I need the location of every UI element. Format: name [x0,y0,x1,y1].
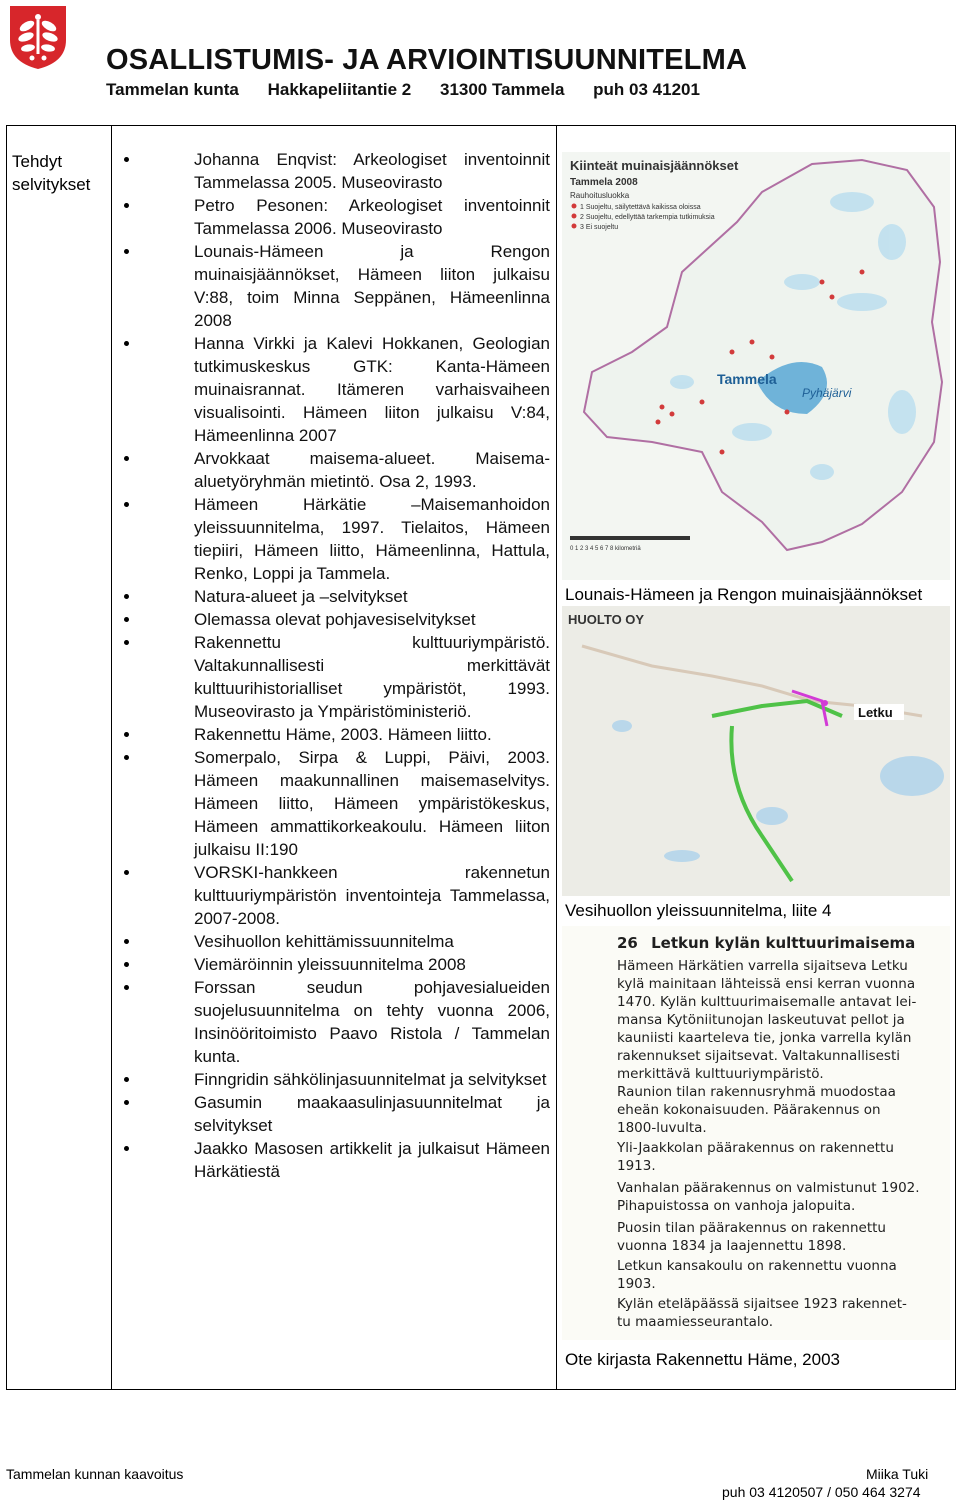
list-item: Vesihuollon kehittämissuunnitelma [120,930,550,953]
list-item: Hanna Virkki ja Kalevi Hokkanen, Geologian tutkimuskeskus GTK: Kanta-Hämeen muinaisrannat. Itämeren varhaisvaiheen visualisointi. Hämeen liiton julkaisu V:84, Hämeenlinna 2007 [120,332,550,447]
list-item: Rakennettu Häme, 2003. Hämeen liitto. [120,723,550,746]
excerpt-heading: Letkun kylän kulttuurimaisema [651,934,916,952]
book-excerpt [562,926,950,1340]
excerpt-line: Puosin tilan päärakennus on rakennettu [617,1220,886,1236]
list-item: Olemassa olevat pohjavesiselvitykset [120,608,550,631]
header-contact-line [106,80,724,100]
list-item: Somerpalo, Sirpa & Luppi, Päivi, 2003. Hämeen maakunnallinen maisemaselvitys. Hämeen liitto, Hämeen ympäristökeskus, Hämeen ammattikorkeakoulu. Hämeen liiton julkaisu II:190 [120,746,550,861]
excerpt-line: Yli-Jaakkolan päärakennus on rakennettu [617,1140,894,1156]
excerpt-line: Pihapuistossa on vanhoja jalopuita. [617,1198,856,1214]
excerpt-line: 1913. [617,1158,656,1174]
list-item: Arvokkaat maisema-alueet. Maisema-aluetyöryhmän mietintö. Osa 2, 1993. [120,447,550,493]
excerpt-line: 1800-luvulta. [617,1120,707,1136]
list-item: Viemäröinnin yleissuunnitelma 2008 [120,953,550,976]
footer-phone: puh 03 4120507 / 050 464 3274 [722,1484,921,1500]
legend-heading: Rauhoitusluokka [570,191,630,200]
list-item: Finngridin sähkölinjasuunnitelmat ja selvitykset [120,1068,550,1091]
list-item: Petro Pesonen: Arkeologiset inventoinnit Tammelassa 2006. Museovirasto [120,194,550,240]
excerpt-line: Raunion tilan rakennusryhmä muodostaa [617,1084,896,1100]
figure-caption: Lounais-Hämeen ja Rengon muinaisjäännökset [565,585,923,604]
excerpt-line: eheän kokonaisuuden. Päärakennus on [617,1102,881,1118]
lake-label: Pyhäjärvi [802,386,852,400]
list-item: Natura-alueet ja –selvitykset [120,585,550,608]
legend-item: 2 Suojeltu, edellyttää tarkempia tutkimuksia [580,214,715,221]
excerpt-line: Kylän eteläpäässä sijaitsee 1923 rakennet- [617,1296,907,1312]
document-title: OSALLISTUMIS- JA ARVIOINTISUUNNITELMA [106,44,748,76]
map-subtitle: Tammela 2008 [570,177,638,188]
reference-list [120,148,550,1183]
water-supply-map [562,606,950,896]
excerpt-number: 26 [617,934,638,952]
list-item: Forssan seudun pohjavesialueiden suojelusuunnitelma on tehty vuonna 2006, Insinööritoimisto Paavo Ristola / Tammelan kunta. [120,976,550,1068]
excerpt-line: Hämeen Härkätien varrella sijaitseva Letku [617,958,908,974]
column-divider [556,125,557,1390]
list-item: Lounais-Hämeen ja Rengon muinaisjäännökset, Hämeen liiton julkaisu V:88, toim Minna Seppänen, Hämeenlinna 2008 [120,240,550,332]
excerpt-line: rakennukset sijaitsevat. Valtakunnallisesti [617,1048,900,1064]
municipality-crest-icon [8,4,68,70]
excerpt-line: merkittävä kulttuuriympäristö. [617,1066,824,1082]
place-label: Tammela [717,371,777,387]
excerpt-line: Vanhalan päärakennus on valmistunut 1902. [617,1180,920,1196]
legend-item: 1 Suojeltu, säilytettävä kaikissa oloissa [580,204,701,211]
excerpt-line: Letkun kansakoulu on rakennettu vuonna [617,1258,897,1274]
excerpt-line: 1903. [617,1276,656,1292]
figure-caption: Ote kirjasta Rakennettu Häme, 2003 [565,1350,840,1369]
legend-item: 3 Ei suojeltu [580,224,619,231]
list-item: Hämeen Härkätie –Maisemanhoidon yleissuunnitelma, 1997. Tielaitos, Hämeen tiepiiri, Hämeen liitto, Hämeenlinna, Hattula, Renko, Loppi ja Tammela. [120,493,550,585]
list-item: Jaakko Masosen artikkelit ja julkaisut Hämeen Härkätiestä [120,1137,550,1183]
address: Hakkapeliitantie 2 [267,80,412,99]
excerpt-line: 1470. Kylän kulttuurimaisemalle antavat lei- [617,994,917,1010]
list-item: Johanna Enqvist: Arkeologiset inventoinnit Tammelassa 2005. Museovirasto [120,148,550,194]
postal-address: 31300 Tammela [439,80,565,99]
excerpt-line: tu maamiesseurantalo. [617,1314,773,1330]
figure-caption: Vesihuollon yleissuunnitelma, liite 4 [565,901,832,920]
map-logo: HUOLTO OY [568,612,645,627]
excerpt-line: vuonna 1834 ja laajennettu 1898. [617,1238,847,1254]
column-divider [111,125,112,1390]
footer-name: Miika Tuki [866,1466,929,1482]
excerpt-line: kylä mainitaan lähteissä ensi kerran vuonna [617,976,916,992]
list-item: Rakennettu kulttuuriympäristö. Valtakunnallisesti merkittävät kulttuurihistorialliset ympäristöt, 1993. Museovirasto ja Ympäristöministeriö. [120,631,550,723]
list-item: VORSKI-hankkeen rakennetun kulttuuriympäristön inventointeja Tammelassa, 2007-2008. [120,861,550,930]
map-title: Kiinteät muinaisjäännökset [570,158,739,173]
footer-department: Tammelan kunnan kaavoitus [6,1466,184,1482]
list-item: Gasumin maakaasulinjasuunnitelmat ja selvitykset [120,1091,550,1137]
org-name: Tammelan kunta [106,80,239,99]
phone: puh 03 41201 [593,80,700,99]
place-label: Letku [858,705,893,720]
excerpt-line: mansa Kytöniitunojan laskeutuvat pellot ja [617,1012,905,1028]
row-label: Tehdyt selvitykset [12,152,91,194]
scale-bar: 0 1 2 3 4 5 6 7 8 kilometriä [570,546,641,552]
excerpt-line: kauniisti kaarteleva tie, jonka varrella kylän [617,1030,912,1046]
ancient-monuments-map [562,152,950,580]
